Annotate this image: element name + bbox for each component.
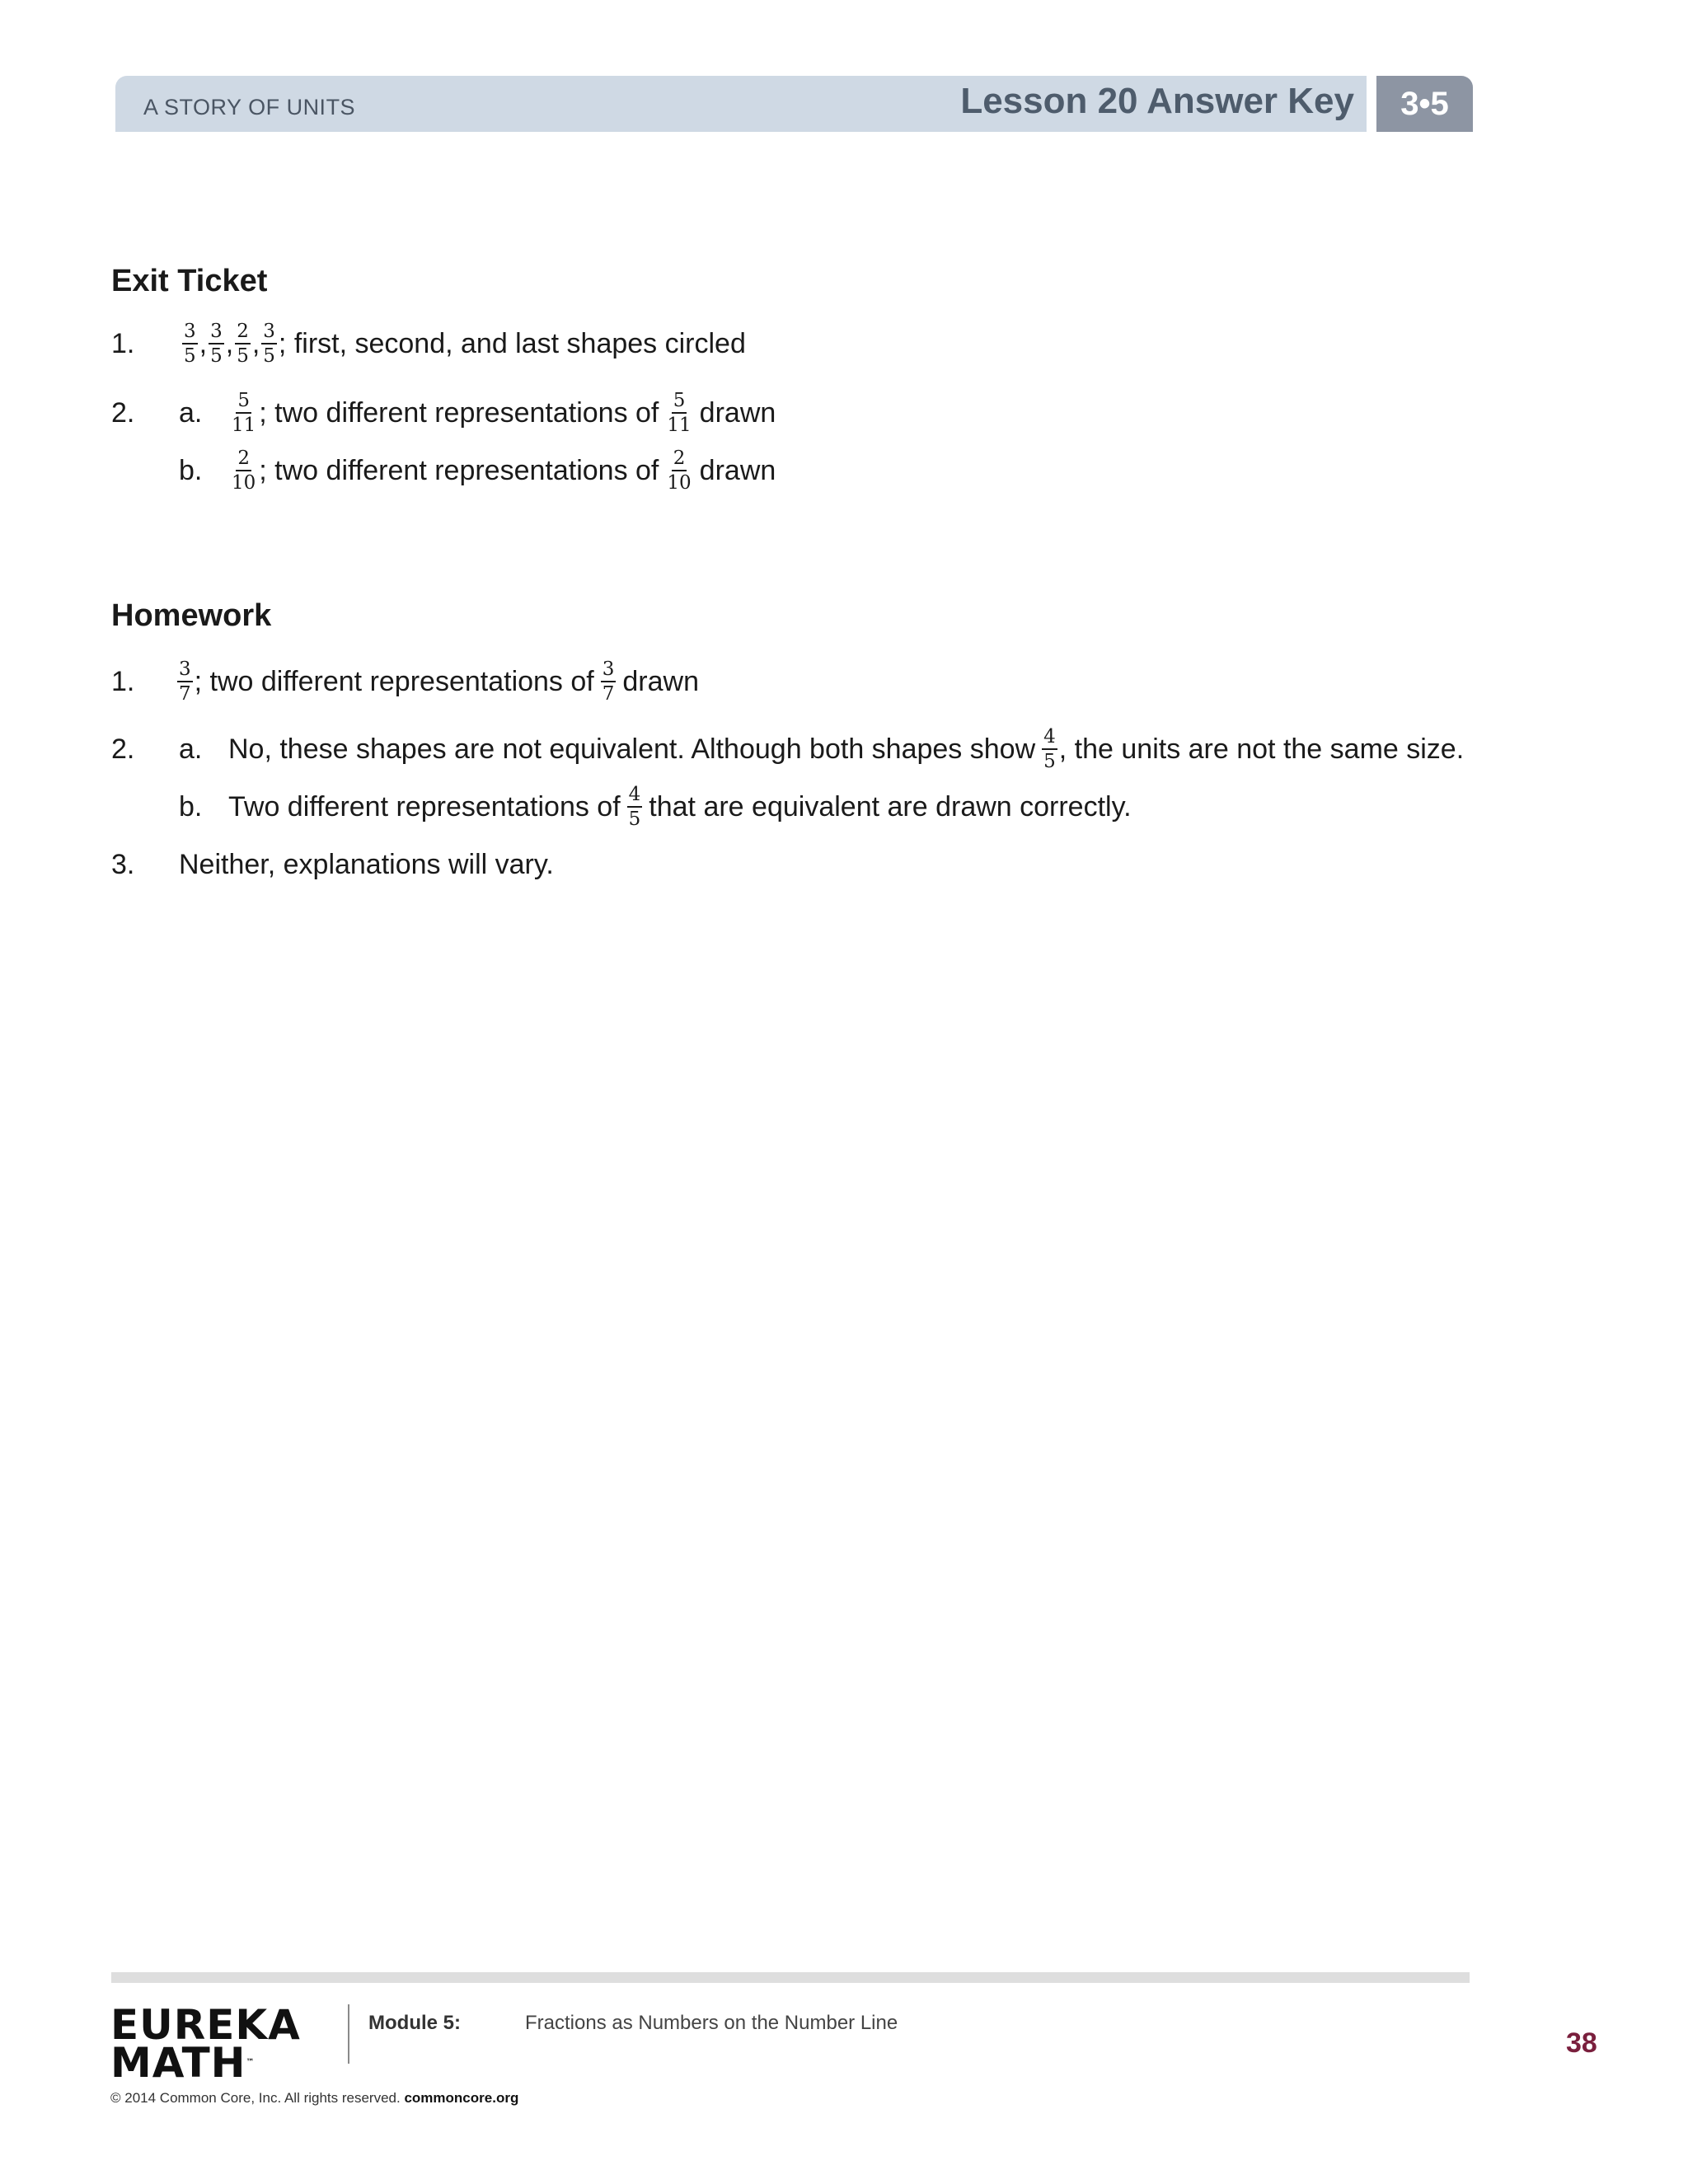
answer-key-content: [111, 255, 1512, 893]
fraction: $\frac{4}{5}$: [628, 783, 641, 830]
homework-q3: [111, 836, 1512, 893]
fraction: $\frac{5}{11}$: [667, 389, 692, 436]
fraction: $\frac{3}{5}$: [184, 320, 196, 367]
series-title: A STORY OF UNITS: [143, 95, 356, 120]
fraction: $\frac{3}{5}$: [263, 320, 275, 367]
question-number: 2.: [111, 396, 135, 429]
answer-text: $\frac{3}{5}$ , $\frac{3}{5}$ , $\frac{2}{5}$ , $\frac{3}{5}$ ; first, second, and last shapes circled: [184, 320, 746, 367]
copyright: © 2014 Common Core, Inc. All rights reserved. commoncore.org: [110, 2090, 519, 2106]
lesson-title: Lesson 20 Answer Key: [960, 81, 1354, 121]
footer-separator: [348, 2004, 349, 2064]
answer-text: No, these shapes are not equivalent. Although both shapes show $\frac{4}{5}$ , the units are not the same size.: [228, 725, 1465, 772]
sub-label: b.: [179, 790, 203, 823]
exit-ticket-heading: Exit Ticket: [111, 264, 268, 298]
page-number: 38: [1566, 2027, 1597, 2059]
question-number: 1.: [111, 665, 135, 697]
sub-label: a.: [179, 396, 203, 429]
fraction: $\frac{5}{11}$: [232, 389, 256, 436]
question-number: 1.: [111, 327, 135, 359]
homework-q2a: [111, 720, 1512, 778]
answer-text: $\frac{5}{11}$ ; two different representations of $\frac{5}{11}$ drawn: [232, 389, 776, 436]
exit-ticket-q2b: [111, 442, 1512, 499]
fraction: $\frac{4}{5}$: [1043, 725, 1056, 772]
question-number: 2.: [111, 733, 135, 765]
sub-label: b.: [179, 454, 203, 486]
homework-q2b: [111, 778, 1512, 836]
homework-q1: [111, 653, 1512, 710]
fraction: $\frac{2}{10}$: [667, 447, 692, 494]
answer-text: Neither, explanations will vary.: [179, 848, 554, 880]
question-number: 3.: [111, 848, 135, 880]
eureka-math-logo: EUREKA MATH™: [110, 2001, 301, 2087]
grade-module-badge: 3•5: [1376, 76, 1473, 132]
homework-heading: Homework: [111, 598, 272, 633]
exit-ticket-q1: [111, 315, 1512, 373]
answer-text: $\frac{2}{10}$ ; two different representations of $\frac{2}{10}$ drawn: [232, 447, 776, 494]
module-title: Fractions as Numbers on the Number Line: [525, 2012, 898, 2034]
fraction: $\frac{2}{10}$: [232, 447, 256, 494]
answer-text: Two different representations of $\frac{4}{5}$ that are equivalent are drawn correctly.: [228, 783, 1132, 830]
answer-text: $\frac{3}{7}$ ; two different representations of $\frac{3}{7}$ drawn: [179, 658, 699, 705]
footer-rule: [111, 1972, 1470, 1983]
fraction: $\frac{3}{7}$: [179, 658, 191, 705]
fraction: $\frac{3}{5}$: [210, 320, 223, 367]
fraction: $\frac{3}{7}$: [602, 658, 615, 705]
module-label: Module 5:: [368, 2012, 461, 2034]
exit-ticket-q2a: [111, 384, 1512, 442]
sub-label: a.: [179, 733, 203, 765]
fraction: $\frac{2}{5}$: [237, 320, 249, 367]
